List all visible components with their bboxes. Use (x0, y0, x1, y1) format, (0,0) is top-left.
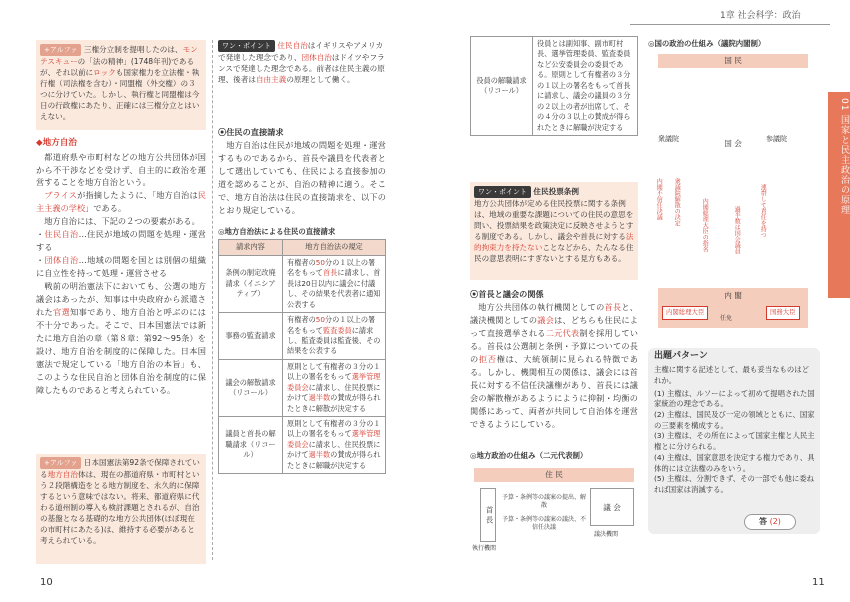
alpha-2: +アルファ 日本国憲法第92条で保障されている地方自治体は、現在の都道府県・市町村という２段階構造をとる地方制度を、永久的に保障するという意味ではない。将来、都道府県に代わる道州制の導入も検討課題とされるが、自治の基盤となる基礎的な地方公共団体(ほぼ現在の市町村にあたる)は、維持する必要があると考えられている。 (40, 458, 200, 545)
table-row: 役員の解職請求（リコール） 役員とは副知事、副市町村長、選挙管理委員、監査委員など公安委員会の委員である。原則として有権者の３分の１以上の署名をもって首長に請求し、議会の議員の３分の２以上の者が出席して、その４分の３以上の賛成が得られたときに解職が決定する (471, 37, 638, 136)
table-row: 議会の解散請求（リコール） 原則として有権者の３分の１以上の署名をもって選挙管理委員会に請求し、住民投票にかけて過半数の賛成が得られたときに解散が決定する (219, 359, 386, 416)
bullet-1: ・住民自治…住民が地域の問題を処理・運営する (36, 229, 206, 253)
onepoint-2: ワン・ポイント 住民投票条例 地方公共団体が定める住民投票に関する条例は、地域の重要な課題についての住民の意思を問い、投票結果を政策決定に反映させようとする制度である。しかし、議会や首長に対する法的拘束力を持たないことなどから、たんなる住民の意思表明にすぎないとする見方もある。 (474, 187, 634, 263)
residents-box: 住 民 (474, 468, 634, 482)
page-number-right: 11 (812, 577, 825, 588)
head-box: 首 長 (480, 488, 496, 542)
section-title: ⦿住民の直接請求 (218, 127, 284, 137)
quiz-option: (4) 主権は、国家意思を決定する権力であり、具体的には立法権のみをいう。 (654, 452, 815, 473)
head-council-section: ⦿首長と議会の関係 地方公共団体の執行機関としての首長と、議決機関としての議会は、どちらも住民によって直接選挙される二元代表制を採用している。首長は公選制と条例・予算についての長の拒否権は、大統領制に見られる特徴である。しかし、機関相互の関係は、議会には首長に対する不信任決議権があり、首長には議会の解散権があるようにように抑制・均衡の関係にあって、両者が共同して自治体を運営できるようにしている。 (470, 289, 638, 429)
quiz: 出題パターン 主権に関する記述として、最も妥当なものはどれか。 (1) 主権は、ルソーによって初めて提唱された国家統治の理念である。 (2) 主権は、国民及び一定の領域とともに、国家の三要素を構成する。 (3) 主権は、その所在によって国家主権と人民主権とに分けられる。 (4) 主権は、国家意思を決定する権力であり、具体的には立法権のみをいう。 (5) 主権は、分割できず、その一部でも他に委ねれば国家は消滅する。 (654, 351, 815, 495)
request-table (218, 226, 386, 474)
quiz-option: (5) 主権は、分割できず、その一部でも他に委ねれば国家は消滅する。 (654, 474, 815, 495)
table-header: 請求内容 (219, 240, 283, 255)
chapter-header: 1章 社会科学：政治 (720, 11, 801, 21)
chapter-sidebar: 01 国家と民主政治の原理 (828, 92, 850, 298)
section-title: ⦿首長と議会の関係 (470, 289, 544, 299)
table-caption: ◎地方自治法による住民の直接請求 (218, 227, 336, 236)
onepoint-1: ワン・ポイント 住民自治はイギリスやアメリカで発達した理念であり、団体自治はドイツやフランスで発達した理念である。前者は住民主義の原理、後者は自由主義の原理として働く。 (218, 41, 385, 84)
direct-request-section: ⦿住民の直接請求 地方自治は住民が地域の問題を処理・運営するものであるから、首長や議員を代表者として選出していても、住民による直接参加の道を認めることが、自治の精神に適う。そこで、地方自治法は住民の直接請求を、以下のとおり規定している。 (218, 127, 386, 215)
national-gov-diagram: ◎国の政治の仕組み（議院内閣制） 国 民 国 会 衆議院 参議院 内閣不信任決議 衆議院解散の決定 内閣総理大臣の指名 連帯して責任を持つ 過半数は国会議員 内 閣 内閣総理大臣 任免 国務大臣 (648, 38, 820, 338)
quiz-answer: 答 (2) (744, 514, 796, 530)
local-gov-diagram: ◎地方政治の仕組み（二元代表制） 住 民 首 長 議 会 予算・条例等の議案の提出、解散 予算・条例等の議案の議決、不信任決議 執行機関 議決機関 (470, 450, 638, 562)
quiz-option: (1) 主権は、ルソーによって初めて提唱された国家統治の理念である。 (654, 388, 815, 409)
section-title: ◆地方自治 (36, 138, 77, 148)
header-rule (630, 24, 830, 25)
officer-table (470, 36, 638, 136)
page-number-left: 10 (40, 577, 53, 588)
table-row: 条例の制定改廃請求（イニシアティブ） 有権者の50分の１以上の署名をもって首長に請求し、首長は20日以内に議会に付議し、その結果を代表者に通知公表する (219, 255, 386, 312)
table-row: 事務の監査請求 有権者の50分の１以上の署名をもって監査委員に請求し、監査委員は監査後、その結果を公表する (219, 313, 386, 360)
alpha-1: +アルファ 三権分立制を提唱したのは、モンテスキューの「法の精神」(1748年刊)であるが、それ以前にロックも国家権力を立法権・執行権（司法権を含む）・同盟権（外交権）の３つに分けていた。しかし、執行権と同盟権は今日の行政権にあたり、正確には三権分立とはいえない。 (40, 45, 200, 121)
table-row: 議員と首長の解職請求（リコール） 原則として有権者の３分の１以上の署名をもって選挙管理委員会に請求し、住民投票にかけて過半数の賛成が得られたときに解職が決定する (219, 417, 386, 474)
bullet-2: ・団体自治…地域の問題を国とは別個の組織に自立性を持って処理・運営させる (36, 255, 206, 279)
council-box: 議 会 (590, 488, 634, 526)
alpha-tag: +アルファ (40, 44, 81, 56)
local-autonomy-section: ◆地方自治 都道府県や市町村などの地方公共団体が国から不干渉などを受けず、自主的に政治を運営することを地方自治という。 ブライスが指摘したように、「地方自治は民主主義の学校」である。 地方自治には、下記の２つの要素がある。 ・住民自治…住民が地域の問題を処理・運営する ・団体自治…地域の問題を国とは別個の組織に自立性を持って処理・運営させる 戦前の明治憲法下においても、公選の地方議会はあったが、知事は中央政府から派遣された官選知事であり、地方自治と呼ぶのには不十分であった。そこで、日本国憲法では新たに地方自治の章（第８章：第92〜95条）を設け、地方自治を制度的に保障した。日本国憲法で規定している「地方自治の本旨」も、このような住民自治と団体自治を制度的に保障したものであると考えられている。 (36, 138, 206, 395)
quiz-title: 出題パターン (654, 351, 708, 361)
column-divider (212, 40, 213, 560)
quiz-option: (2) 主権は、国民及び一定の領域とともに、国家の三要素を構成する。 (654, 409, 815, 430)
quiz-option: (3) 主権は、その所在によって国家主権と人民主権とに分けられる。 (654, 431, 815, 452)
table-header: 地方自治法の規定 (283, 240, 386, 255)
